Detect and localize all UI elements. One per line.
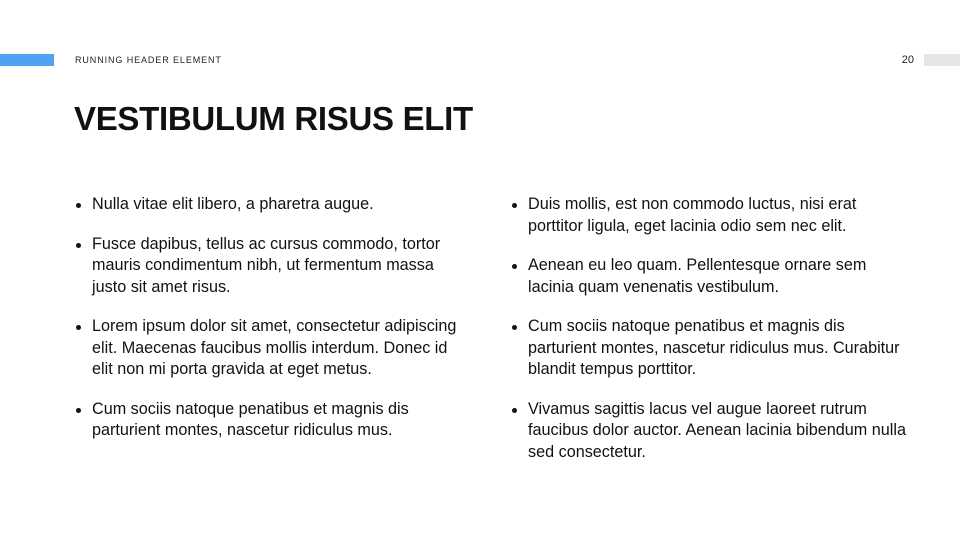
page-number-bar (924, 54, 960, 66)
bullet-dot-icon (76, 325, 81, 330)
slide-title: VESTIBULUM RISUS ELIT (74, 100, 473, 137)
bullet-text: Lorem ipsum dolor sit amet, consectetur adipiscing elit. Maecenas faucibus mollis interdum. Donec id elit non mi porta gravida at eget metus. (92, 317, 457, 378)
bullet-dot-icon (512, 325, 517, 330)
bullet-text: Fusce dapibus, tellus ac cursus commodo, tortor mauris condimentum nibh, ut fermentum massa justo sit amet risus. (92, 234, 441, 296)
bullet-text: Duis mollis, est non commodo luctus, nisi erat porttitor ligula, eget lacinia odio sem nec elit. (528, 195, 857, 235)
bullet-text: Cum sociis natoque penatibus et magnis dis parturient montes, nascetur ridiculus mus. Curabitur blandit tempus porttitor. (528, 317, 900, 378)
bullet-text: Aenean eu leo quam. Pellentesque ornare sem lacinia quam venenatis vestibulum. (528, 256, 867, 296)
bullet-text: Vivamus sagittis lacus vel augue laoreet rutrum faucibus dolor auctor. Aenean lacinia bibendum nulla sed consectetur. (528, 399, 906, 461)
running-header: RUNNING HEADER ELEMENT (75, 55, 222, 65)
bullet-item (74, 234, 464, 299)
bullet-text: Nulla vitae elit libero, a pharetra augue. (92, 195, 374, 213)
bullet-item (74, 399, 464, 442)
bullet-dot-icon (76, 408, 81, 413)
bullet-text: Cum sociis natoque penatibus et magnis dis parturient montes, nascetur ridiculus mus. (92, 399, 409, 439)
bullet-item (510, 194, 910, 237)
bullet-dot-icon (76, 243, 81, 248)
bullet-item (510, 399, 910, 464)
bullet-dot-icon (512, 264, 517, 269)
bullet-list-right (510, 194, 910, 481)
bullet-item (510, 316, 910, 381)
page-number: 20 (901, 54, 914, 66)
bullet-dot-icon (76, 203, 81, 208)
bullet-list-left (74, 194, 464, 460)
bullet-item (74, 316, 464, 381)
bullet-dot-icon (512, 203, 517, 208)
bullet-dot-icon (512, 408, 517, 413)
bullet-item (74, 194, 464, 216)
bullet-item (510, 255, 910, 298)
header-accent-bar (0, 54, 54, 66)
